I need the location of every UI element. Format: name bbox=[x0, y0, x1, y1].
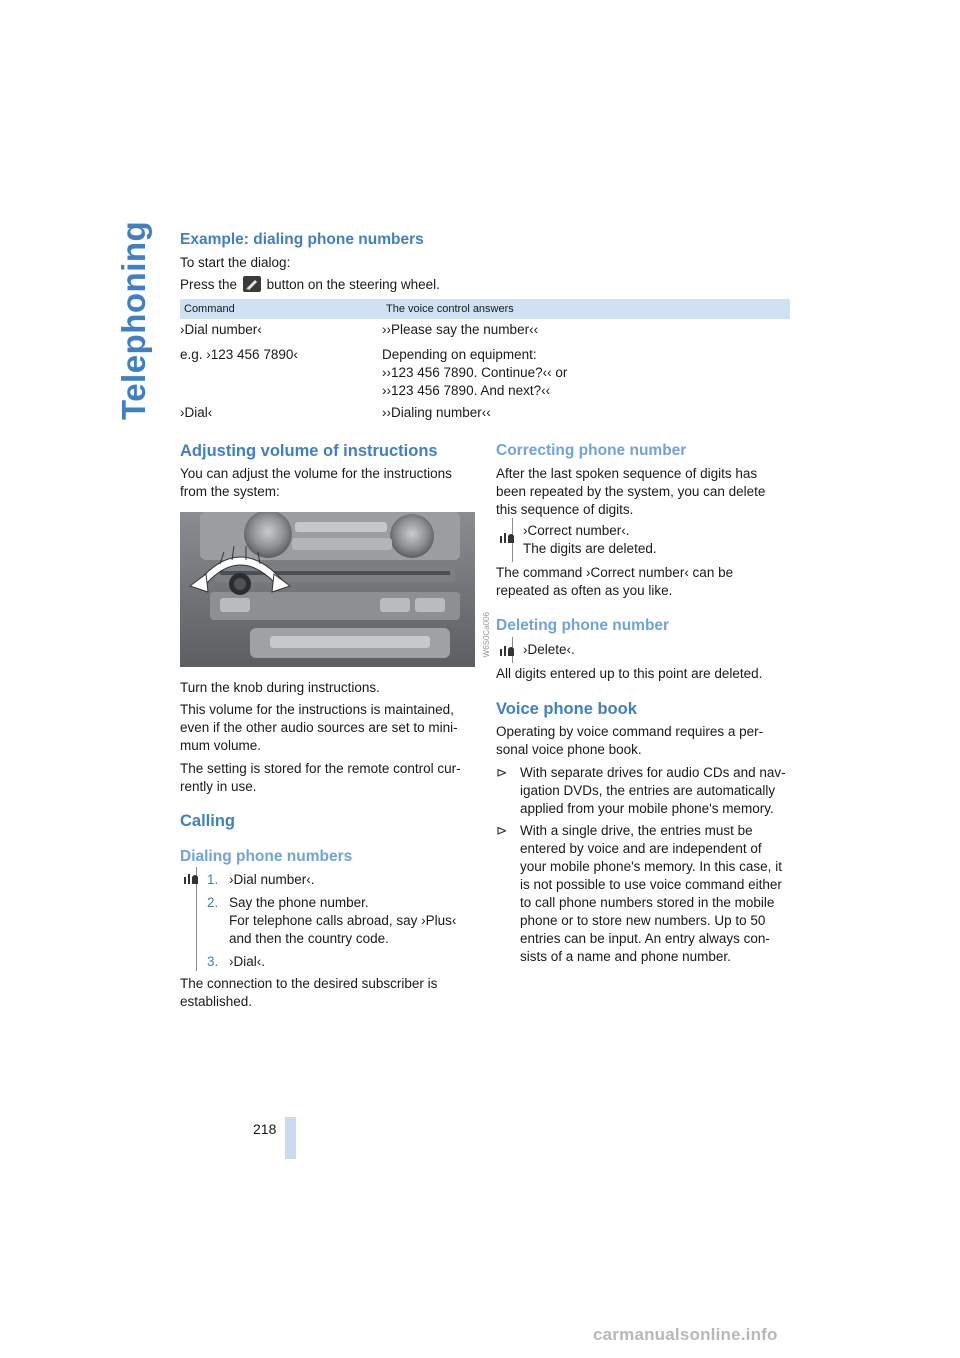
step-text: ›Dial number‹. bbox=[229, 872, 315, 887]
step-number: 2. bbox=[207, 895, 219, 910]
volume-heading: Adjusting volume of instructions bbox=[180, 442, 438, 460]
text-line: to call phone numbers stored in the mobile bbox=[520, 895, 775, 910]
voice-command-icon bbox=[183, 871, 199, 885]
table-row-3-answer: ››Dialing number‹‹ bbox=[382, 405, 491, 420]
page-marker-bar bbox=[285, 1117, 296, 1159]
deleting-heading: Deleting phone number bbox=[496, 617, 670, 634]
text-line: sonal voice phone book. bbox=[496, 742, 642, 757]
phonebook-bullet-1 bbox=[496, 764, 796, 818]
phonebook-bullet-2 bbox=[496, 822, 796, 966]
deleting-after: All digits entered up to this point are deleted. bbox=[496, 666, 763, 681]
bullet-marker: ⊳ bbox=[496, 823, 508, 838]
correcting-after bbox=[496, 564, 796, 600]
text-line: your mobile phone's memory. In this case, it bbox=[520, 859, 782, 874]
voice-command-icon bbox=[499, 530, 515, 544]
step-text: ›Dial‹. bbox=[229, 954, 265, 969]
step-text: For telephone calls abroad, say ›Plus‹ bbox=[229, 913, 457, 928]
watermark: carmanualsonline.info bbox=[593, 1325, 778, 1344]
phonebook-intro bbox=[496, 723, 796, 759]
bullet-marker: ⊳ bbox=[496, 765, 508, 780]
text-line: is not possible to use voice command either bbox=[520, 877, 782, 892]
text-line: You can adjust the volume for the instructions bbox=[180, 466, 452, 481]
correct-voice-box bbox=[512, 518, 513, 562]
table-col-answer: The voice control answers bbox=[386, 303, 514, 315]
correct-voice-text bbox=[523, 522, 657, 558]
example-press-line bbox=[180, 276, 440, 294]
page-number: 218 bbox=[253, 1121, 277, 1137]
step-text: and then the country code. bbox=[229, 931, 389, 946]
chapter-side-title: Telephoning bbox=[115, 220, 152, 420]
steering-voice-button-icon bbox=[243, 276, 261, 292]
table-row-2-answer bbox=[382, 346, 567, 400]
table-row-1-answer: ››Please say the number‹‹ bbox=[382, 322, 539, 337]
command-table-header bbox=[180, 299, 790, 319]
text-line: The connection to the desired subscriber is bbox=[180, 976, 438, 991]
step-3 bbox=[207, 953, 477, 971]
correcting-intro bbox=[496, 465, 796, 519]
step-number: 3. bbox=[207, 954, 219, 969]
text-line: After the last spoken sequence of digits has bbox=[496, 466, 758, 481]
volume-knob-photo bbox=[180, 512, 475, 667]
text-line: ›Correct number‹. bbox=[523, 523, 630, 538]
correcting-heading: Correcting phone number bbox=[496, 442, 687, 459]
phonebook-heading: Voice phone book bbox=[496, 700, 637, 718]
example-heading: Example: dialing phone numbers bbox=[180, 231, 424, 248]
volume-turn-text: Turn the knob during instructions. bbox=[180, 680, 380, 695]
delete-voice-text: ›Delete‹. bbox=[523, 642, 575, 657]
text-line: established. bbox=[180, 994, 253, 1009]
table-row-2-command: e.g. ›123 456 7890‹ bbox=[180, 347, 298, 362]
text-line: This volume for the instructions is maintained, bbox=[180, 702, 454, 717]
volume-stored-text bbox=[180, 760, 480, 796]
calling-heading: Calling bbox=[180, 812, 236, 830]
volume-intro bbox=[180, 465, 470, 501]
step-1 bbox=[207, 871, 477, 889]
table-col-command: Command bbox=[184, 303, 235, 315]
text-line: been repeated by the system, you can delete bbox=[496, 484, 766, 499]
text-line: igation DVDs, the entries are automatically bbox=[520, 783, 776, 798]
dialing-heading: Dialing phone numbers bbox=[180, 848, 353, 865]
press-text-after: button on the steering wheel. bbox=[266, 277, 440, 292]
text-line: The setting is stored for the remote control cur- bbox=[180, 761, 461, 776]
text-line: entries can be input. An entry always con- bbox=[520, 931, 770, 946]
photo-code: W6S0Ca006 bbox=[482, 612, 491, 658]
calling-conclusion bbox=[180, 975, 480, 1011]
voice-command-icon bbox=[499, 643, 515, 657]
text-line: repeated as often as you like. bbox=[496, 583, 673, 598]
text-line: The digits are deleted. bbox=[523, 541, 657, 556]
text-line: entered by voice and are independent of bbox=[520, 841, 762, 856]
step-text: Say the phone number. bbox=[229, 895, 369, 910]
text-line: from the system: bbox=[180, 484, 280, 499]
step-number: 1. bbox=[207, 872, 219, 887]
text-line: Operating by voice command requires a per- bbox=[496, 724, 764, 739]
voice-steps-box bbox=[196, 867, 197, 971]
answer-line: Depending on equipment: bbox=[382, 347, 537, 362]
text-line: this sequence of digits. bbox=[496, 502, 634, 517]
answer-line: ››123 456 7890. Continue?‹‹ or bbox=[382, 365, 568, 380]
text-line: With separate drives for audio CDs and nav- bbox=[520, 765, 786, 780]
example-intro: To start the dialog: bbox=[180, 255, 291, 270]
delete-voice-box bbox=[512, 637, 513, 663]
text-line: phone or to store new numbers. Up to 50 bbox=[520, 913, 766, 928]
text-line: The command ›Correct number‹ can be bbox=[496, 565, 734, 580]
text-line: rently in use. bbox=[180, 779, 257, 794]
table-row-1-command: ›Dial number‹ bbox=[180, 322, 262, 337]
volume-maintained-text bbox=[180, 701, 480, 755]
table-row-3-command: ›Dial‹ bbox=[180, 405, 213, 420]
step-2 bbox=[207, 894, 477, 948]
text-line: With a single drive, the entries must be bbox=[520, 823, 753, 838]
answer-line: ››123 456 7890. And next?‹‹ bbox=[382, 383, 551, 398]
text-line: mum volume. bbox=[180, 738, 262, 753]
text-line: even if the other audio sources are set to mini- bbox=[180, 720, 458, 735]
text-line: sists of a name and phone number. bbox=[520, 949, 731, 964]
press-text-before: Press the bbox=[180, 277, 238, 292]
dialing-steps bbox=[207, 871, 477, 971]
text-line: applied from your mobile phone's memory. bbox=[520, 801, 774, 816]
